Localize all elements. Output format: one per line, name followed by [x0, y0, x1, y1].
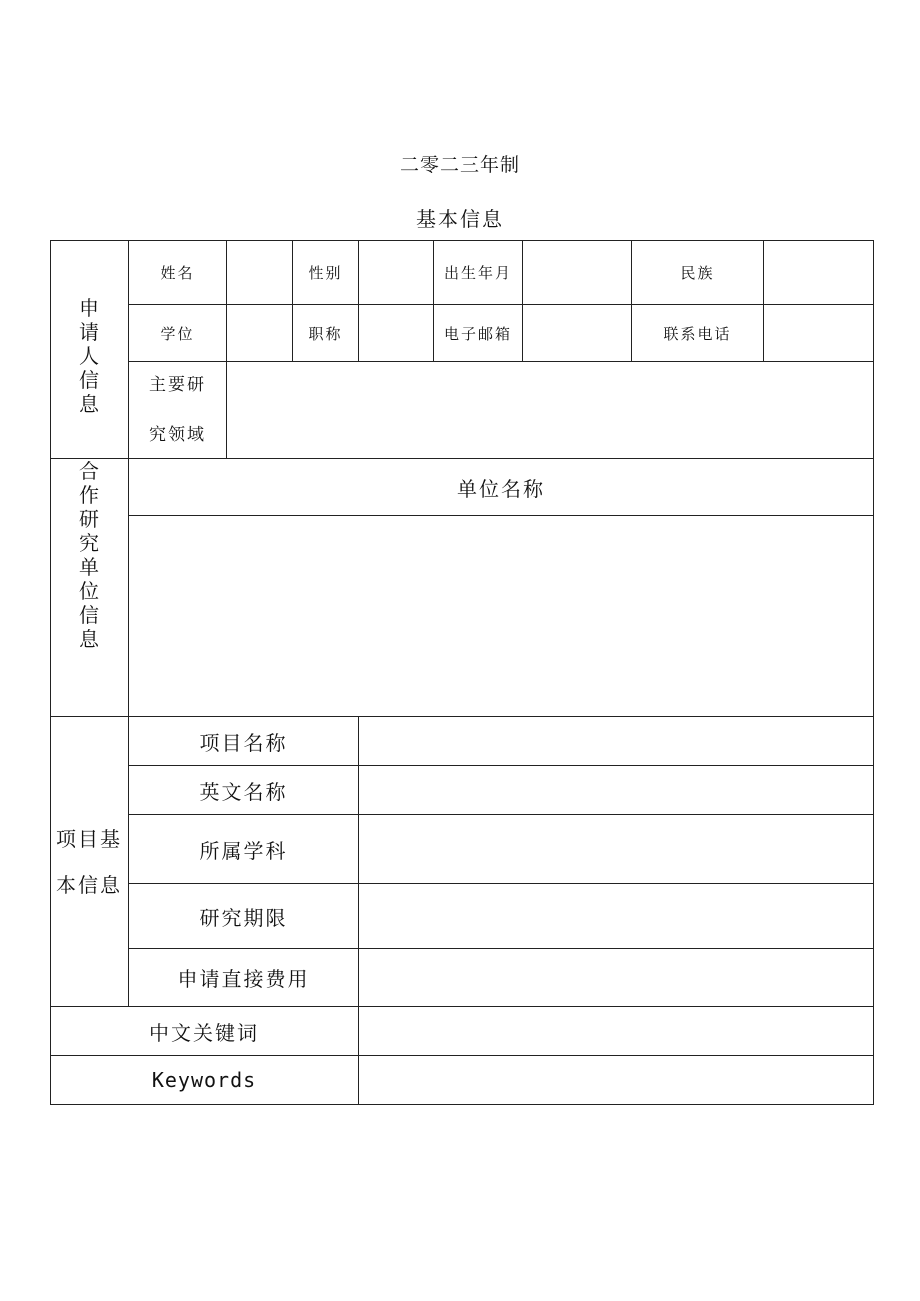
- discipline-label: 所属学科: [129, 815, 359, 884]
- research-field-input[interactable]: [227, 362, 874, 459]
- page-title: 基本信息: [416, 207, 504, 231]
- discipline-field[interactable]: [359, 815, 874, 884]
- label-char: 息: [79, 627, 99, 651]
- label-char: 作: [79, 483, 99, 507]
- label-line: 项目基: [56, 826, 122, 851]
- unit-name-label: 单位名称: [129, 459, 874, 516]
- phone-label: 联系电话: [632, 305, 764, 362]
- label-char: 申: [79, 296, 99, 320]
- degree-field[interactable]: [227, 305, 293, 362]
- degree-label: 学位: [129, 305, 227, 362]
- research-field-label: [129, 362, 227, 459]
- project-name-field[interactable]: [359, 717, 874, 766]
- ethnicity-field[interactable]: [764, 240, 874, 305]
- job-title-label: 职称: [293, 305, 359, 362]
- period-field[interactable]: [359, 884, 874, 949]
- name-label: 姓名: [129, 240, 227, 305]
- label-char: 信: [79, 603, 99, 627]
- period-label: 研究期限: [129, 884, 359, 949]
- project-name-label: 项目名称: [129, 717, 359, 766]
- cost-field[interactable]: [359, 949, 874, 1007]
- ethnicity-label: 民族: [632, 240, 764, 305]
- job-title-field[interactable]: [359, 305, 434, 362]
- gender-field[interactable]: [359, 240, 434, 305]
- label-char: 信: [79, 368, 99, 392]
- english-name-field[interactable]: [359, 766, 874, 815]
- label-char: 合: [79, 459, 99, 483]
- label-line: 主要研: [149, 375, 206, 395]
- label-line: 究领域: [149, 425, 206, 445]
- document-year: 二零二三年制: [399, 154, 520, 176]
- birth-field[interactable]: [523, 240, 632, 305]
- unit-name-field[interactable]: [129, 516, 874, 717]
- label-line: 本信息: [56, 872, 122, 897]
- name-field[interactable]: [227, 240, 293, 305]
- partner-section-label: [50, 459, 129, 717]
- english-name-label: 英文名称: [129, 766, 359, 815]
- label-char: 单: [79, 555, 99, 579]
- gender-label: 性别: [293, 240, 359, 305]
- label-char: 息: [79, 392, 99, 416]
- applicant-section-label: [50, 240, 129, 459]
- project-section-label: [50, 717, 129, 1007]
- label-char: 人: [79, 344, 99, 368]
- en-keywords-field[interactable]: [359, 1056, 874, 1105]
- cn-keywords-field[interactable]: [359, 1007, 874, 1056]
- email-field[interactable]: [523, 305, 632, 362]
- label-char: 位: [79, 579, 99, 603]
- en-keywords-label: Keywords: [50, 1056, 359, 1105]
- cn-keywords-label: 中文关键词: [50, 1007, 359, 1056]
- cost-label: 申请直接费用: [129, 949, 359, 1007]
- label-char: 研: [79, 507, 99, 531]
- birth-label: 出生年月: [434, 240, 523, 305]
- email-label: 电子邮箱: [434, 305, 523, 362]
- phone-field[interactable]: [764, 305, 874, 362]
- label-char: 究: [79, 531, 99, 555]
- label-char: 请: [79, 320, 99, 344]
